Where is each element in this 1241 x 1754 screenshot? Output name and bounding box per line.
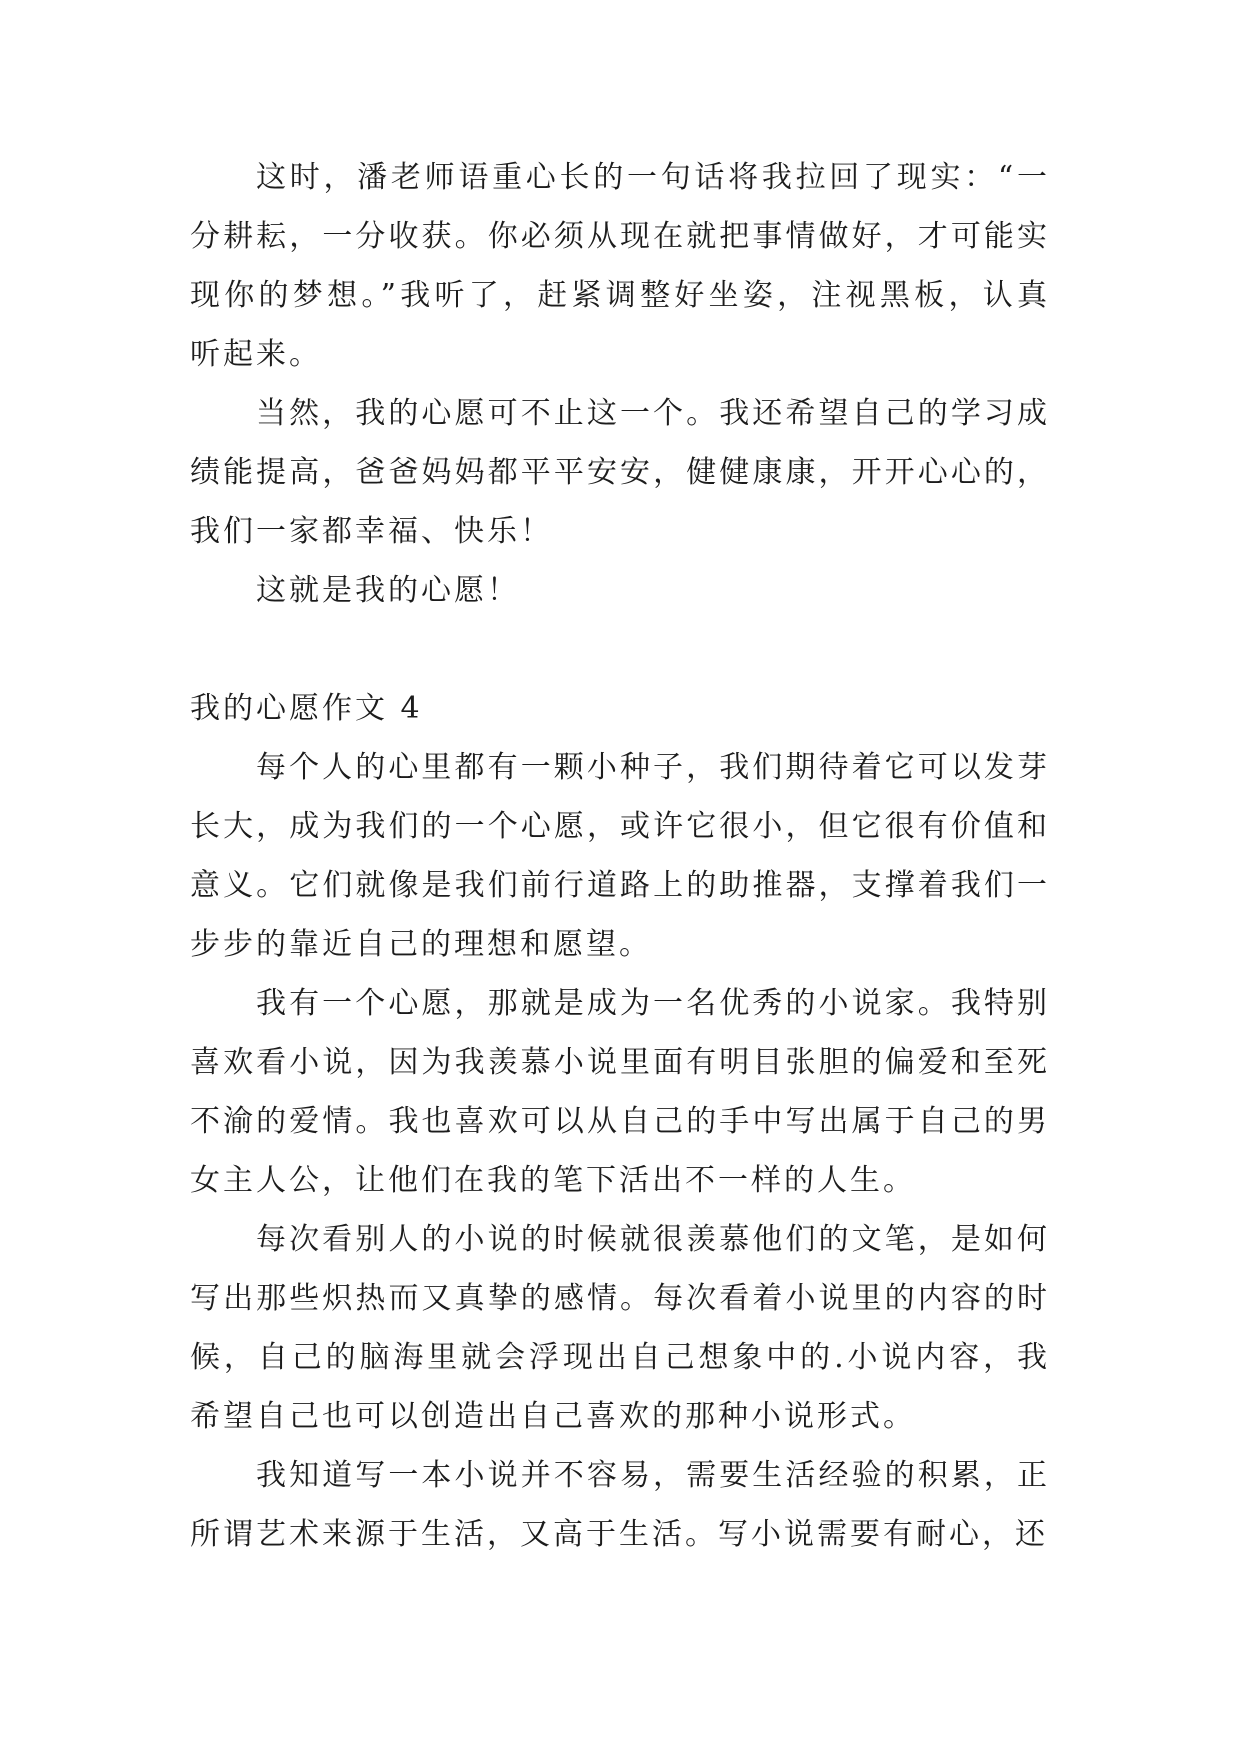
paragraph: 当然，我的心愿可不止这一个。我还希望自己的学习成绩能提高，爸爸妈妈都平平安安，健健康康，开开心心的，我们一家都幸福、快乐！ bbox=[190, 396, 1050, 549]
paragraph: 我有一个心愿，那就是成为一名优秀的小说家。我特别喜欢看小说，因为我羡慕小说里面有明目张胆的偏爱和至死不渝的爱情。我也喜欢可以从自己的手中写出属于自己的男女主人公，让他们在我的笔下活出不一样的人生。 bbox=[190, 986, 1050, 1198]
section-title: 我的心愿作文 4 bbox=[190, 691, 423, 726]
paragraph: 这时，潘老师语重心长的一句话将我拉回了现实：“一分耕耘，一分收获。你必须从现在就把事情做好，才可能实现你的梦想。”我听了，赶紧调整好坐姿，注视黑板，认真听起来。 bbox=[190, 160, 1050, 372]
document-body bbox=[190, 148, 1050, 1564]
paragraph: 我知道写一本小说并不容易，需要生活经验的积累，正所谓艺术来源于生活，又高于生活。写小说需要有耐心，还 bbox=[190, 1458, 1050, 1552]
paragraph: 这就是我的心愿！ bbox=[256, 573, 520, 608]
paragraph: 每个人的心里都有一颗小种子，我们期待着它可以发芽长大，成为我们的一个心愿，或许它很小，但它很有价值和意义。它们就像是我们前行道路上的助推器，支撑着我们一步步的靠近自己的理想和愿望。 bbox=[190, 750, 1050, 962]
section-gap bbox=[190, 620, 1050, 679]
paragraph: 每次看别人的小说的时候就很羡慕他们的文笔，是如何写出那些炽热而又真挚的感情。每次看着小说里的内容的时候，自己的脑海里就会浮现出自己想象中的.小说内容，我希望自己也可以创造出自己喜欢的那种小说形式。 bbox=[190, 1222, 1050, 1434]
